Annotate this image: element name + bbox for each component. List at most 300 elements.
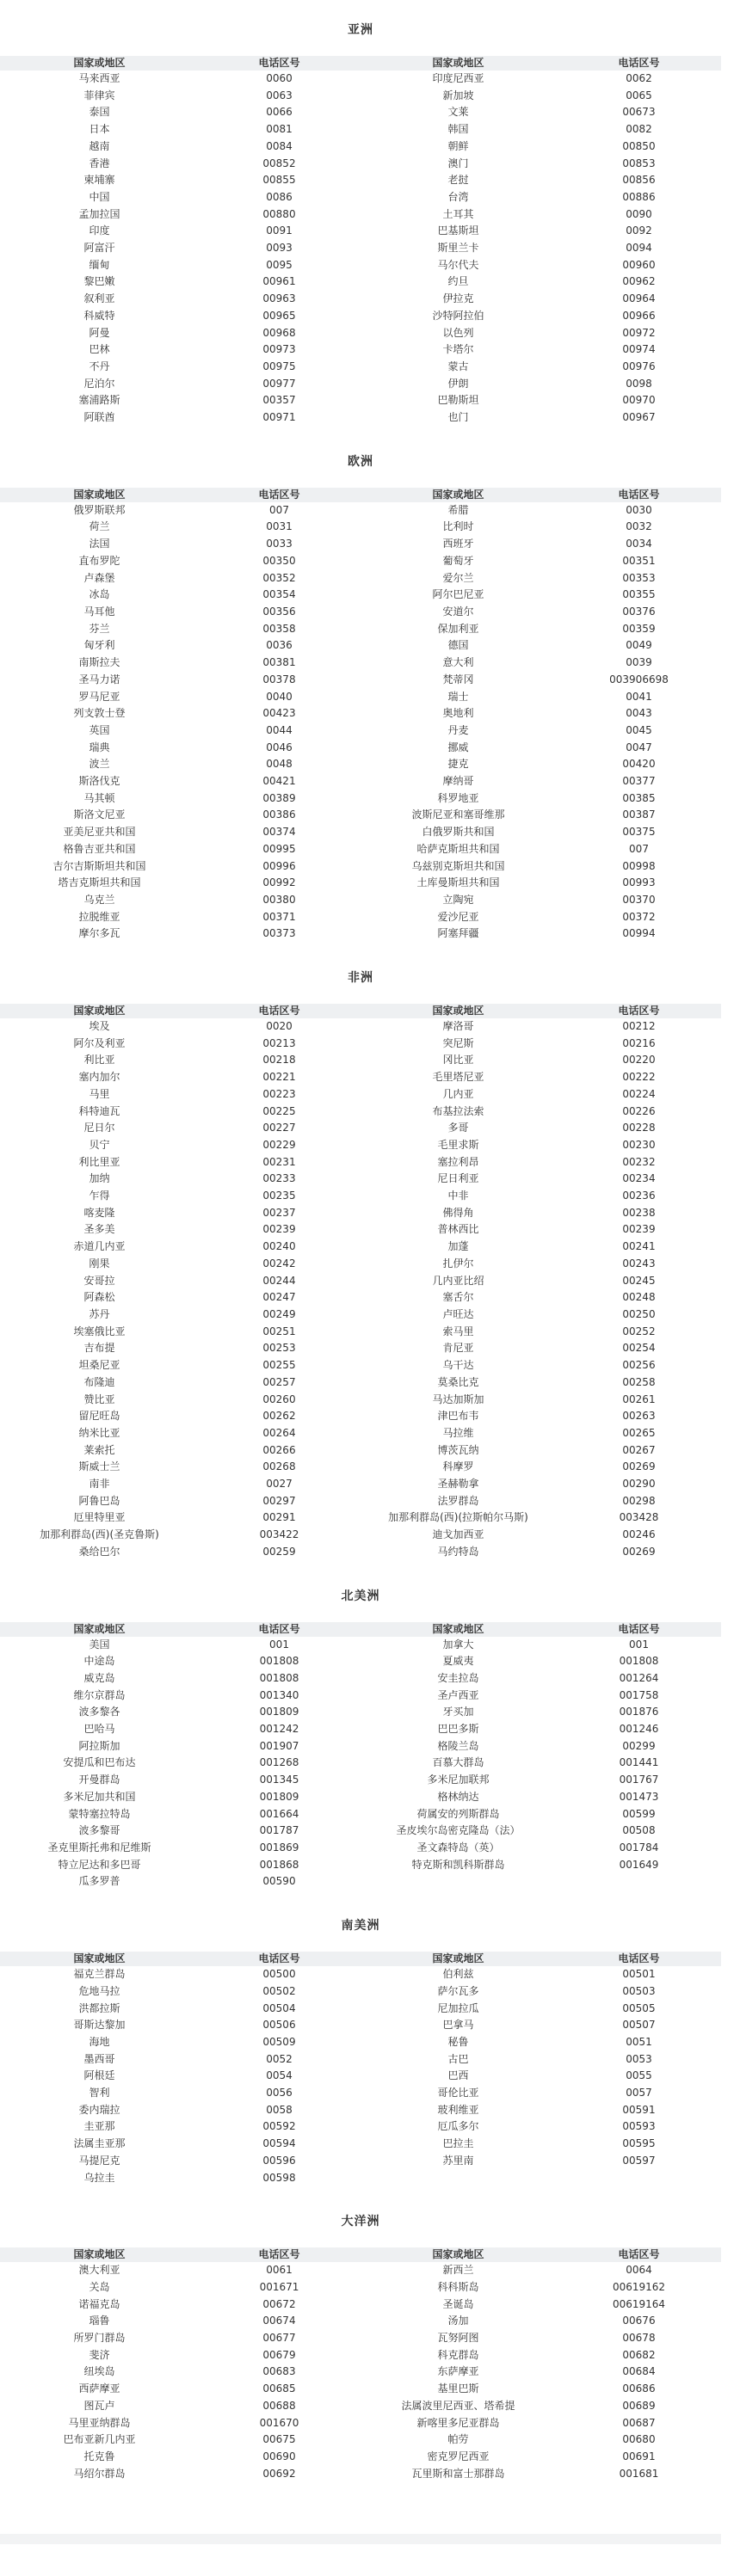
table-row [0, 2051, 721, 2069]
country-cell: 俄罗斯联邦 [73, 503, 126, 516]
code-cell: 00597 [622, 2154, 656, 2167]
code-cell: 00420 [622, 758, 656, 771]
country-cell: 香港 [89, 157, 110, 169]
table-row [0, 1018, 721, 1036]
code-cell: 00683 [262, 2365, 296, 2378]
table-row [0, 1966, 721, 1983]
country-cell: 沙特阿拉伯 [432, 309, 484, 322]
country-cell: 安圭拉岛 [437, 1671, 479, 1684]
country-cell: 塞内加尔 [78, 1071, 120, 1084]
code-column-header: 电话区号 [199, 488, 360, 502]
country-cell: 斐济 [89, 2348, 110, 2361]
code-cell: 0036 [266, 639, 293, 652]
code-cell: 00378 [262, 673, 296, 685]
section-title: 南美洲 [341, 1919, 380, 1934]
table-row [0, 1772, 721, 1789]
country-cell: 菲律宾 [83, 89, 115, 101]
country-cell: 荷兰 [89, 520, 110, 533]
table-row [0, 824, 721, 841]
country-cell: 阿塞拜疆 [437, 927, 479, 940]
code-cell: 00230 [622, 1138, 656, 1151]
country-cell: 圣诞岛 [442, 2297, 474, 2310]
country-cell: 汤加 [447, 2315, 469, 2327]
code-cell: 00973 [262, 343, 296, 356]
code-cell: 00241 [622, 1240, 656, 1253]
country-cell: 阿拉斯加 [78, 1739, 120, 1752]
country-cell: 泰国 [89, 106, 110, 119]
section-title: 欧洲 [348, 454, 373, 469]
code-cell: 00686 [622, 2382, 656, 2395]
country-cell: 瓜多罗普 [78, 1875, 120, 1888]
code-cell: 0030 [626, 503, 652, 516]
country-cell: 印度 [89, 224, 110, 237]
country-cell: 瑞士 [447, 690, 469, 703]
country-cell: 索马里 [442, 1325, 474, 1337]
country-cell: 诺福克岛 [78, 2297, 120, 2310]
code-cell: 00297 [262, 1494, 296, 1507]
table-row [0, 502, 721, 520]
country-cell: 也门 [447, 411, 469, 424]
code-cell: 00590 [262, 1875, 296, 1888]
table-row [0, 655, 721, 672]
country-cell: 巴勒斯坦 [437, 394, 479, 407]
country-cell: 贝宁 [89, 1138, 110, 1151]
code-cell: 0039 [626, 656, 652, 669]
country-cell: 科科斯岛 [437, 2280, 479, 2293]
table-row [0, 553, 721, 570]
table-row [0, 1983, 721, 2001]
code-cell: 00252 [622, 1325, 656, 1337]
country-cell: 黎巴嫩 [83, 275, 115, 288]
section [0, 1587, 721, 1917]
country-cell: 阿联酋 [83, 411, 115, 424]
country-cell: 毛里求斯 [437, 1138, 479, 1151]
table-row [0, 1069, 721, 1086]
table-row [0, 2170, 721, 2187]
country-cell: 直布罗陀 [78, 554, 120, 567]
spacer [0, 1934, 721, 1952]
code-column-header: 电话区号 [199, 1004, 360, 1018]
code-cell: 00213 [262, 1036, 296, 1049]
table-row [0, 858, 721, 876]
code-cell: 001441 [619, 1756, 659, 1769]
country-cell: 尼加拉瓜 [437, 2001, 479, 2014]
code-cell: 00692 [262, 2467, 296, 2480]
table-row [0, 2432, 721, 2449]
code-cell: 001246 [619, 1723, 659, 1736]
table-row [0, 2001, 721, 2018]
table-row [0, 1527, 721, 1544]
code-cell: 00687 [622, 2416, 656, 2429]
country-column-header: 国家或地区 [0, 1952, 199, 1966]
country-cell: 希腊 [447, 503, 469, 516]
code-cell: 00977 [262, 377, 296, 390]
country-cell: 阿尔及利亚 [73, 1036, 126, 1049]
country-cell: 赞比亚 [83, 1393, 115, 1405]
country-cell [360, 1873, 557, 1891]
country-cell: 利比亚 [83, 1054, 115, 1067]
code-cell: 00249 [262, 1308, 296, 1320]
country-cell [360, 2170, 557, 2187]
table-row [0, 2296, 721, 2314]
code-cell: 00992 [262, 876, 296, 889]
code-cell: 00253 [262, 1342, 296, 1355]
code-cell: 00242 [262, 1257, 296, 1270]
code-cell: 00508 [622, 1824, 656, 1837]
code-cell: 00232 [622, 1155, 656, 1168]
table-row [0, 1171, 721, 1188]
table-row [0, 156, 721, 173]
code-cell: 00353 [622, 571, 656, 584]
country-cell: 圣皮埃尔岛密克隆岛（法） [396, 1824, 521, 1837]
table-row [0, 104, 721, 121]
table-header-row [0, 488, 721, 502]
country-cell: 瑞典 [89, 741, 110, 753]
country-cell: 洪都拉斯 [78, 2001, 120, 2014]
country-cell: 圣文森特岛（英） [416, 1841, 500, 1854]
code-cell: 00218 [262, 1054, 296, 1067]
code-cell: 00245 [622, 1274, 656, 1287]
table-row [0, 1544, 721, 1561]
spacer [0, 986, 721, 1004]
code-cell: 00971 [262, 411, 296, 424]
code-cell: 00963 [262, 292, 296, 305]
country-cell: 马拉维 [442, 1426, 474, 1439]
code-cell: 0032 [626, 520, 652, 533]
country-cell: 荷属安的列斯群岛 [416, 1807, 500, 1820]
table-row [0, 536, 721, 553]
code-cell: 00246 [622, 1528, 656, 1541]
country-cell: 圣卢西亚 [437, 1688, 479, 1701]
country-cell: 多米尼加共和国 [63, 1790, 136, 1803]
country-cell: 台湾 [447, 190, 469, 203]
country-cell: 中国 [89, 190, 110, 203]
table-row [0, 2136, 721, 2153]
country-cell: 土库曼斯坦共和国 [416, 876, 500, 889]
table-row [0, 672, 721, 689]
code-cell: 0034 [626, 538, 652, 550]
code-cell: 0060 [266, 72, 293, 84]
country-cell: 纽埃岛 [83, 2365, 115, 2378]
country-cell: 喀麦隆 [83, 1206, 115, 1219]
code-cell: 0048 [266, 758, 293, 771]
table-row [0, 1857, 721, 1874]
code-cell [557, 2170, 721, 2187]
table-row [0, 790, 721, 808]
code-cell: 00372 [622, 910, 656, 923]
spacer [0, 2186, 721, 2212]
table-row [0, 689, 721, 706]
section [0, 1916, 721, 2212]
country-cell: 伊朗 [447, 377, 469, 390]
code-cell: 0086 [266, 190, 293, 203]
code-cell: 00595 [622, 2137, 656, 2150]
country-cell: 梵蒂冈 [442, 673, 474, 685]
country-cell: 阿曼 [89, 326, 110, 339]
table-row [0, 257, 721, 274]
country-cell: 留尼旺岛 [78, 1410, 120, 1423]
country-cell: 塞舌尔 [442, 1291, 474, 1304]
table-row [0, 2466, 721, 2483]
table-row [0, 740, 721, 757]
spacer [0, 2482, 721, 2508]
code-cell: 00507 [622, 2019, 656, 2032]
table-row [0, 1374, 721, 1392]
code-cell: 00357 [262, 394, 296, 407]
country-column-header: 国家或地区 [0, 1004, 199, 1018]
code-cell: 00227 [262, 1122, 296, 1134]
code-cell: 00269 [622, 1545, 656, 1558]
table-row [0, 325, 721, 342]
code-cell: 007 [269, 503, 289, 516]
country-cell: 托克鲁 [83, 2450, 115, 2462]
code-cell: 00261 [622, 1393, 656, 1405]
country-cell: 突尼斯 [442, 1036, 474, 1049]
code-cell: 001869 [259, 1841, 299, 1854]
table-row [0, 1086, 721, 1104]
phone-code-table [0, 1622, 721, 1891]
code-cell: 0082 [626, 123, 652, 136]
code-column-header: 电话区号 [557, 2247, 721, 2262]
country-cell: 叙利亚 [83, 292, 115, 305]
country-cell: 马耳他 [83, 605, 115, 618]
code-cell: 00591 [622, 2103, 656, 2116]
code-cell: 00251 [262, 1325, 296, 1337]
code-cell: 00233 [262, 1172, 296, 1185]
country-cell: 丹麦 [447, 723, 469, 736]
code-cell: 0065 [626, 89, 652, 101]
code-cell: 00237 [262, 1206, 296, 1219]
country-cell: 斯里兰卡 [437, 242, 479, 255]
code-cell: 0090 [626, 207, 652, 220]
country-cell: 百慕大群岛 [432, 1756, 484, 1769]
country-cell: 基里巴斯 [437, 2382, 479, 2395]
country-cell: 斯威士兰 [78, 1460, 120, 1473]
table-row [0, 138, 721, 156]
table-row [0, 637, 721, 655]
code-cell: 0062 [626, 72, 652, 84]
code-cell: 00236 [622, 1190, 656, 1202]
table-row [0, 1704, 721, 1721]
code-cell: 0043 [626, 707, 652, 720]
country-cell: 英国 [89, 723, 110, 736]
table-row [0, 1239, 721, 1256]
table-header-row [0, 1952, 721, 1966]
table-row [0, 1256, 721, 1273]
code-cell: 00856 [622, 174, 656, 187]
table-row [0, 2381, 721, 2398]
code-cell: 00850 [622, 139, 656, 152]
table-row [0, 2330, 721, 2347]
country-cell: 波斯尼亚和塞哥维那 [411, 808, 505, 821]
table-row [0, 308, 721, 325]
country-cell: 格鲁吉亚共和国 [63, 842, 136, 855]
country-column-header: 国家或地区 [360, 56, 557, 71]
table-row [0, 2034, 721, 2051]
table-row [0, 1688, 721, 1705]
country-cell: 博茨瓦纳 [437, 1443, 479, 1456]
country-cell: 越南 [89, 139, 110, 152]
table-row [0, 121, 721, 138]
country-cell: 巴巴多斯 [437, 1723, 479, 1736]
code-cell: 00223 [262, 1087, 296, 1100]
table-row [0, 892, 721, 909]
code-cell: 001264 [619, 1671, 659, 1684]
country-column-header: 国家或地区 [360, 488, 557, 502]
country-cell: 奥地利 [442, 707, 474, 720]
country-cell: 法国 [89, 538, 110, 550]
table-row [0, 1637, 721, 1654]
table-row [0, 570, 721, 587]
code-cell: 0047 [626, 741, 652, 753]
country-cell: 加那利群岛(西)(拉斯帕尔马斯) [388, 1511, 528, 1524]
country-cell: 乍得 [89, 1190, 110, 1202]
country-cell: 德国 [447, 639, 469, 652]
code-cell: 00675 [262, 2433, 296, 2446]
code-cell: 00684 [622, 2365, 656, 2378]
table-row [0, 1721, 721, 1738]
country-column-header: 国家或地区 [0, 1622, 199, 1637]
table-row [0, 1052, 721, 1069]
country-cell: 布基拉法索 [432, 1104, 484, 1117]
table-row [0, 1755, 721, 1772]
country-cell: 不丹 [89, 360, 110, 372]
code-cell: 00852 [262, 157, 296, 169]
table-row [0, 1306, 721, 1324]
country-cell: 圣赫勒拿 [437, 1478, 479, 1491]
table-row [0, 1840, 721, 1857]
code-cell: 00356 [262, 605, 296, 618]
code-cell: 00855 [262, 174, 296, 187]
country-cell: 冰岛 [89, 588, 110, 601]
code-cell: 0095 [266, 258, 293, 271]
code-cell: 00376 [622, 605, 656, 618]
code-cell: 001767 [619, 1774, 659, 1786]
table-row [0, 1289, 721, 1306]
country-cell: 摩洛哥 [442, 1020, 474, 1033]
country-cell: 墨西哥 [83, 2052, 115, 2065]
country-cell: 坦桑尼亚 [78, 1359, 120, 1372]
code-cell: 00220 [622, 1054, 656, 1067]
code-cell: 00380 [262, 893, 296, 906]
country-column-header: 国家或地区 [360, 1622, 557, 1637]
country-cell: 卢森堡 [83, 571, 115, 584]
country-cell: 所罗门群岛 [73, 2332, 126, 2345]
country-cell: 保加利亚 [437, 622, 479, 635]
country-cell: 佛得角 [442, 1206, 474, 1219]
code-cell: 00264 [262, 1426, 296, 1439]
country-cell: 美国 [89, 1638, 110, 1651]
country-cell: 澳门 [447, 157, 469, 169]
code-cell: 00880 [262, 207, 296, 220]
country-column-header: 国家或地区 [0, 488, 199, 502]
country-cell: 圣多美 [83, 1223, 115, 1236]
country-cell: 摩纳哥 [442, 775, 474, 788]
spacer [0, 943, 721, 968]
code-cell: 0044 [266, 723, 293, 736]
table-row [0, 291, 721, 308]
code-cell: 00248 [622, 1291, 656, 1304]
country-cell: 开曼群岛 [78, 1774, 120, 1786]
code-cell: 00243 [622, 1257, 656, 1270]
table-row [0, 1509, 721, 1527]
table-row [0, 1104, 721, 1121]
table-row [0, 2415, 721, 2432]
country-cell: 布隆迪 [83, 1375, 115, 1388]
code-cell: 00975 [262, 360, 296, 372]
country-cell: 新喀里多尼亚群岛 [416, 2416, 500, 2429]
table-row [0, 1493, 721, 1510]
code-cell: 001473 [619, 1790, 659, 1803]
code-cell: 00886 [622, 190, 656, 203]
code-cell: 00256 [622, 1359, 656, 1372]
code-cell: 00255 [262, 1359, 296, 1372]
table-row [0, 875, 721, 892]
section [0, 968, 721, 1587]
code-cell: 0066 [266, 106, 293, 119]
phone-code-table [0, 1952, 721, 2186]
country-cell: 中非 [447, 1190, 469, 1202]
code-cell: 00268 [262, 1460, 296, 1473]
table-row [0, 841, 721, 858]
country-cell: 哥伦比亚 [437, 2087, 479, 2100]
country-cell: 委内瑞拉 [78, 2103, 120, 2116]
code-column-header: 电话区号 [199, 56, 360, 71]
code-cell: 00225 [262, 1104, 296, 1117]
country-cell: 柬埔寨 [83, 174, 115, 187]
code-cell: 00254 [622, 1342, 656, 1355]
code-cell: 001340 [259, 1688, 299, 1701]
code-cell: 00964 [622, 292, 656, 305]
country-cell: 文莱 [447, 106, 469, 119]
code-cell: 00385 [622, 791, 656, 804]
country-cell: 孟加拉国 [78, 207, 120, 220]
country-cell: 立陶宛 [442, 893, 474, 906]
code-cell: 00267 [622, 1443, 656, 1456]
code-cell: 00291 [262, 1511, 296, 1524]
country-cell: 马约特岛 [437, 1545, 479, 1558]
code-cell: 00853 [622, 157, 656, 169]
country-cell: 斯洛文尼亚 [73, 808, 126, 821]
code-cell: 0098 [626, 377, 652, 390]
code-cell: 00421 [262, 775, 296, 788]
code-cell: 00387 [622, 808, 656, 821]
code-cell: 00970 [622, 394, 656, 407]
spacer [0, 1891, 721, 1916]
code-cell: 0056 [266, 2087, 293, 2100]
country-cell: 加蓬 [447, 1240, 469, 1253]
country-cell: 维尔京群岛 [73, 1688, 126, 1701]
section-title: 非洲 [348, 971, 373, 986]
code-cell: 0049 [626, 639, 652, 652]
code-cell: 00260 [262, 1393, 296, 1405]
code-cell: 00682 [622, 2348, 656, 2361]
table-row [0, 1392, 721, 1409]
country-cell: 加拿大 [442, 1638, 474, 1651]
code-cell: 00509 [262, 2035, 296, 2048]
code-cell: 00996 [262, 859, 296, 872]
code-cell: 001868 [259, 1858, 299, 1871]
table-row [0, 1137, 721, 1154]
country-cell: 特立尼达和多巴哥 [58, 1858, 141, 1871]
country-cell: 海地 [89, 2035, 110, 2048]
country-cell: 瑙鲁 [89, 2315, 110, 2327]
table-row [0, 2102, 721, 2119]
country-cell: 刚果 [89, 1257, 110, 1270]
code-cell: 003422 [259, 1528, 299, 1541]
country-cell: 加纳 [89, 1172, 110, 1185]
table-header-row [0, 1622, 721, 1637]
